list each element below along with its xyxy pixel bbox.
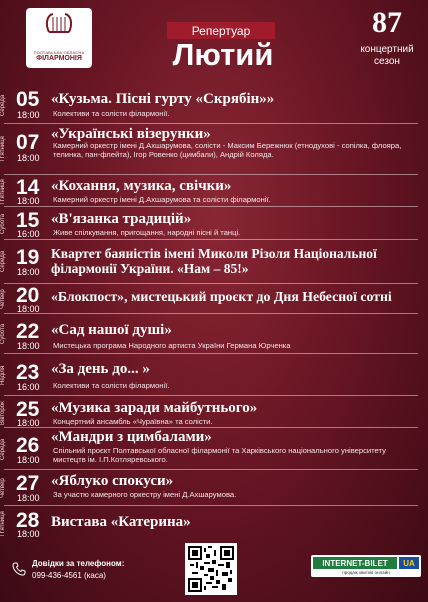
season-number: 87 [372, 6, 402, 39]
repertoire-badge: Репертуар [167, 22, 275, 39]
event-weekday: Середа [0, 94, 6, 116]
event-weekday: Субота [0, 323, 6, 345]
event-title: «Українські візерунки» [51, 126, 211, 142]
event-title: «Кохання, музика, свічки» [51, 178, 232, 194]
event-weekday: П'ятниця [0, 511, 6, 537]
internet-bilet-logo[interactable] [311, 555, 421, 577]
event-item[interactable] [0, 470, 428, 506]
season-label [346, 44, 428, 68]
event-item[interactable] [0, 428, 428, 470]
poster-footer [0, 540, 428, 602]
event-weekday: П'ятниця [0, 179, 6, 205]
season-label-line2: сезон [374, 56, 400, 67]
event-day: 07 [16, 131, 40, 154]
contact-label: Довідки за телефоном: [32, 559, 125, 568]
lyre-icon [43, 12, 75, 36]
event-weekday: Субота [0, 213, 6, 235]
event-day: 19 [16, 246, 40, 269]
poster-header [0, 0, 428, 85]
event-weekday: Середа [0, 250, 6, 272]
event-title: «Сад нашої душі» [51, 322, 172, 338]
philharmonic-logo [26, 8, 92, 68]
event-day: 28 [16, 509, 40, 532]
event-weekday: Вівторок [0, 401, 6, 425]
event-weekday: П'ятниця [0, 136, 6, 162]
event-day: 15 [16, 209, 40, 232]
event-title: «Блокпост», мистецький проєкт до Дня Небесної сотні [51, 289, 392, 304]
event-item[interactable] [0, 87, 428, 124]
event-weekday: Четвер [0, 478, 6, 498]
contact-phone[interactable]: 099-436-4561 (каса) [32, 571, 106, 580]
event-desc: Спільний проєкт Полтавської обласної філармонії та Харківського національного університету мистецтв ім. І.П.Котляревського. [53, 446, 386, 464]
event-time: 18:00 [17, 110, 40, 120]
event-title: «В'язанка традицій» [51, 211, 192, 227]
ticket-tagline: продаж квитків онлайн [342, 570, 390, 575]
event-time: 18:00 [17, 493, 40, 503]
event-time: 18:00 [17, 153, 40, 163]
event-weekday: Четвер [0, 289, 6, 309]
event-desc: Концертний ансамбль «Чураївна» та солісти. [53, 417, 213, 426]
event-day: 27 [16, 472, 40, 495]
season-label-line1: концертний [360, 44, 414, 55]
event-item[interactable] [0, 354, 428, 396]
event-day: 20 [16, 284, 40, 307]
event-item[interactable] [0, 124, 428, 175]
event-title: Вистава «Катерина» [51, 514, 191, 530]
event-title: «Кузьма. Пісні гурту «Скрябін»» [51, 91, 275, 107]
event-desc: Живе спілкування, пригощання, народні пісні й танці. [53, 228, 241, 237]
event-time: 18:00 [17, 455, 40, 465]
event-day: 22 [16, 320, 40, 343]
event-title: Квартет баяністів імені Миколи Різоля Національної філармонії України. «Нам – 85!» [51, 246, 377, 276]
event-day: 23 [16, 361, 40, 384]
event-time: 18:00 [17, 196, 40, 206]
month-title: Лютий [172, 37, 274, 72]
event-item[interactable] [0, 240, 428, 284]
event-item[interactable] [0, 314, 428, 354]
ticket-ua: UA [399, 557, 419, 569]
ticket-brand: INTERNET-BILET [313, 557, 397, 569]
qr-code-icon [188, 546, 234, 592]
event-time: 18:00 [17, 267, 40, 277]
event-item[interactable] [0, 207, 428, 240]
event-time: 18:00 [17, 529, 40, 539]
event-weekday: Середа [0, 438, 6, 460]
event-day: 25 [16, 398, 40, 421]
event-desc: Мистецька програма Народного артиста України Германа Юрченка [53, 341, 291, 350]
event-desc: Камерний оркестр імені Д.Ахшарумова та солісти філармонії. [53, 195, 271, 204]
event-day: 26 [16, 434, 40, 457]
event-title: «За день до... » [51, 361, 150, 377]
logo-org-small: ПОЛТАВСЬКА ОБЛАСНА [33, 50, 85, 55]
logo-org-big: ФІЛАРМОНІЯ [36, 55, 82, 62]
event-desc: За участю камерного оркестру імені Д.Ахшарумова. [53, 490, 237, 499]
event-item[interactable] [0, 396, 428, 428]
event-item[interactable] [0, 284, 428, 314]
event-desc: Колективи та солісти філармонії. [53, 109, 170, 118]
event-day: 14 [16, 176, 40, 199]
event-day: 05 [16, 88, 40, 111]
event-time: 18:00 [17, 304, 40, 314]
event-desc: Камерний оркестр імені Д.Ахшарумова, солісти - Максим Бережнюк (етнодухові - сопілка, флояра, телинка, пан-флейта), Ігор Ровенко (цимбали), Андрій Коляда. [53, 141, 402, 159]
event-title: «Яблуко спокуси» [51, 473, 174, 489]
event-time: 18:00 [17, 341, 40, 351]
event-title: «Музика заради майбутнього» [51, 400, 258, 416]
event-item[interactable] [0, 175, 428, 207]
phone-icon [12, 562, 26, 576]
event-desc: Колективи та солісти філармонії. [53, 381, 170, 390]
event-time: 18:00 [17, 418, 40, 428]
event-time: 16:00 [17, 229, 40, 239]
event-weekday: Неділя [0, 365, 6, 385]
qr-code[interactable] [185, 543, 237, 595]
event-item[interactable] [0, 506, 428, 538]
event-time: 16:00 [17, 382, 40, 392]
event-title: «Мандри з цимбалами» [51, 429, 212, 445]
